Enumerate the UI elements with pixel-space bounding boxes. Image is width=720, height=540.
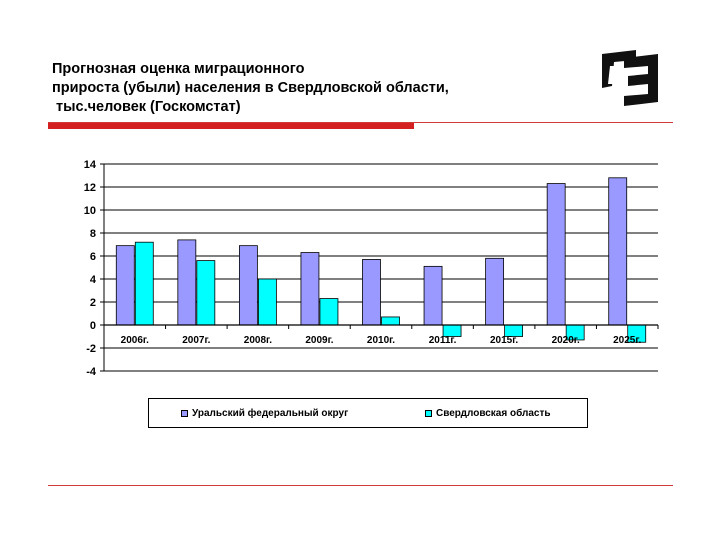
y-tick-label: 2 [89, 297, 96, 309]
y-tick-label: 6 [89, 251, 96, 263]
x-tick-label: 2020г. [551, 335, 580, 346]
bar-1 [239, 246, 257, 325]
y-tick-label: -4 [86, 366, 96, 378]
title-line-3: тыс.человек (Госкомстат) [52, 99, 241, 115]
bar-2 [258, 279, 276, 325]
bar-1 [301, 253, 319, 325]
title-line-1: Прогнозная оценка миграционного [52, 61, 305, 77]
bar-1 [486, 258, 504, 325]
y-tick-label: 0 [89, 320, 96, 332]
y-tick-label: 4 [89, 274, 96, 286]
bar-1 [609, 178, 627, 325]
legend-label-1: Уральский федеральный округ [192, 408, 349, 419]
legend-swatch-1 [181, 410, 188, 417]
x-tick-label: 2010г. [366, 335, 396, 346]
y-tick-label: 14 [83, 159, 96, 171]
x-tick-label: 2025г. [613, 335, 642, 346]
x-tick-label: 2009г. [305, 335, 334, 346]
y-tick-label: -2 [86, 343, 96, 355]
title-line-2: прироста (убыли) населения в Свердловской области, [52, 80, 449, 96]
bar-2 [320, 299, 338, 325]
bar-1 [178, 240, 196, 325]
legend-label-2: Свердловская область [436, 408, 551, 419]
y-tick-label: 12 [83, 182, 96, 194]
footer-divider [48, 485, 673, 486]
bar-1 [424, 266, 442, 325]
y-tick-label: 8 [89, 228, 96, 240]
bar-1 [547, 184, 565, 325]
x-tick-label: 2008г. [243, 335, 272, 346]
bar-2 [382, 317, 400, 325]
legend-item-1 [181, 408, 348, 419]
legend-swatch-2 [425, 410, 432, 417]
bar-1 [363, 259, 381, 325]
bar-2 [135, 242, 153, 325]
x-tick-label: 2006г. [120, 335, 149, 346]
x-tick-label: 2015г. [490, 335, 519, 346]
bar-1 [116, 246, 134, 325]
x-tick-label: 2011г. [428, 335, 457, 346]
x-tick-label: 2007г. [182, 335, 211, 346]
y-tick-label: 10 [83, 205, 96, 217]
bar-2 [197, 261, 215, 325]
chart-legend [148, 398, 588, 428]
legend-item-2 [425, 408, 551, 419]
